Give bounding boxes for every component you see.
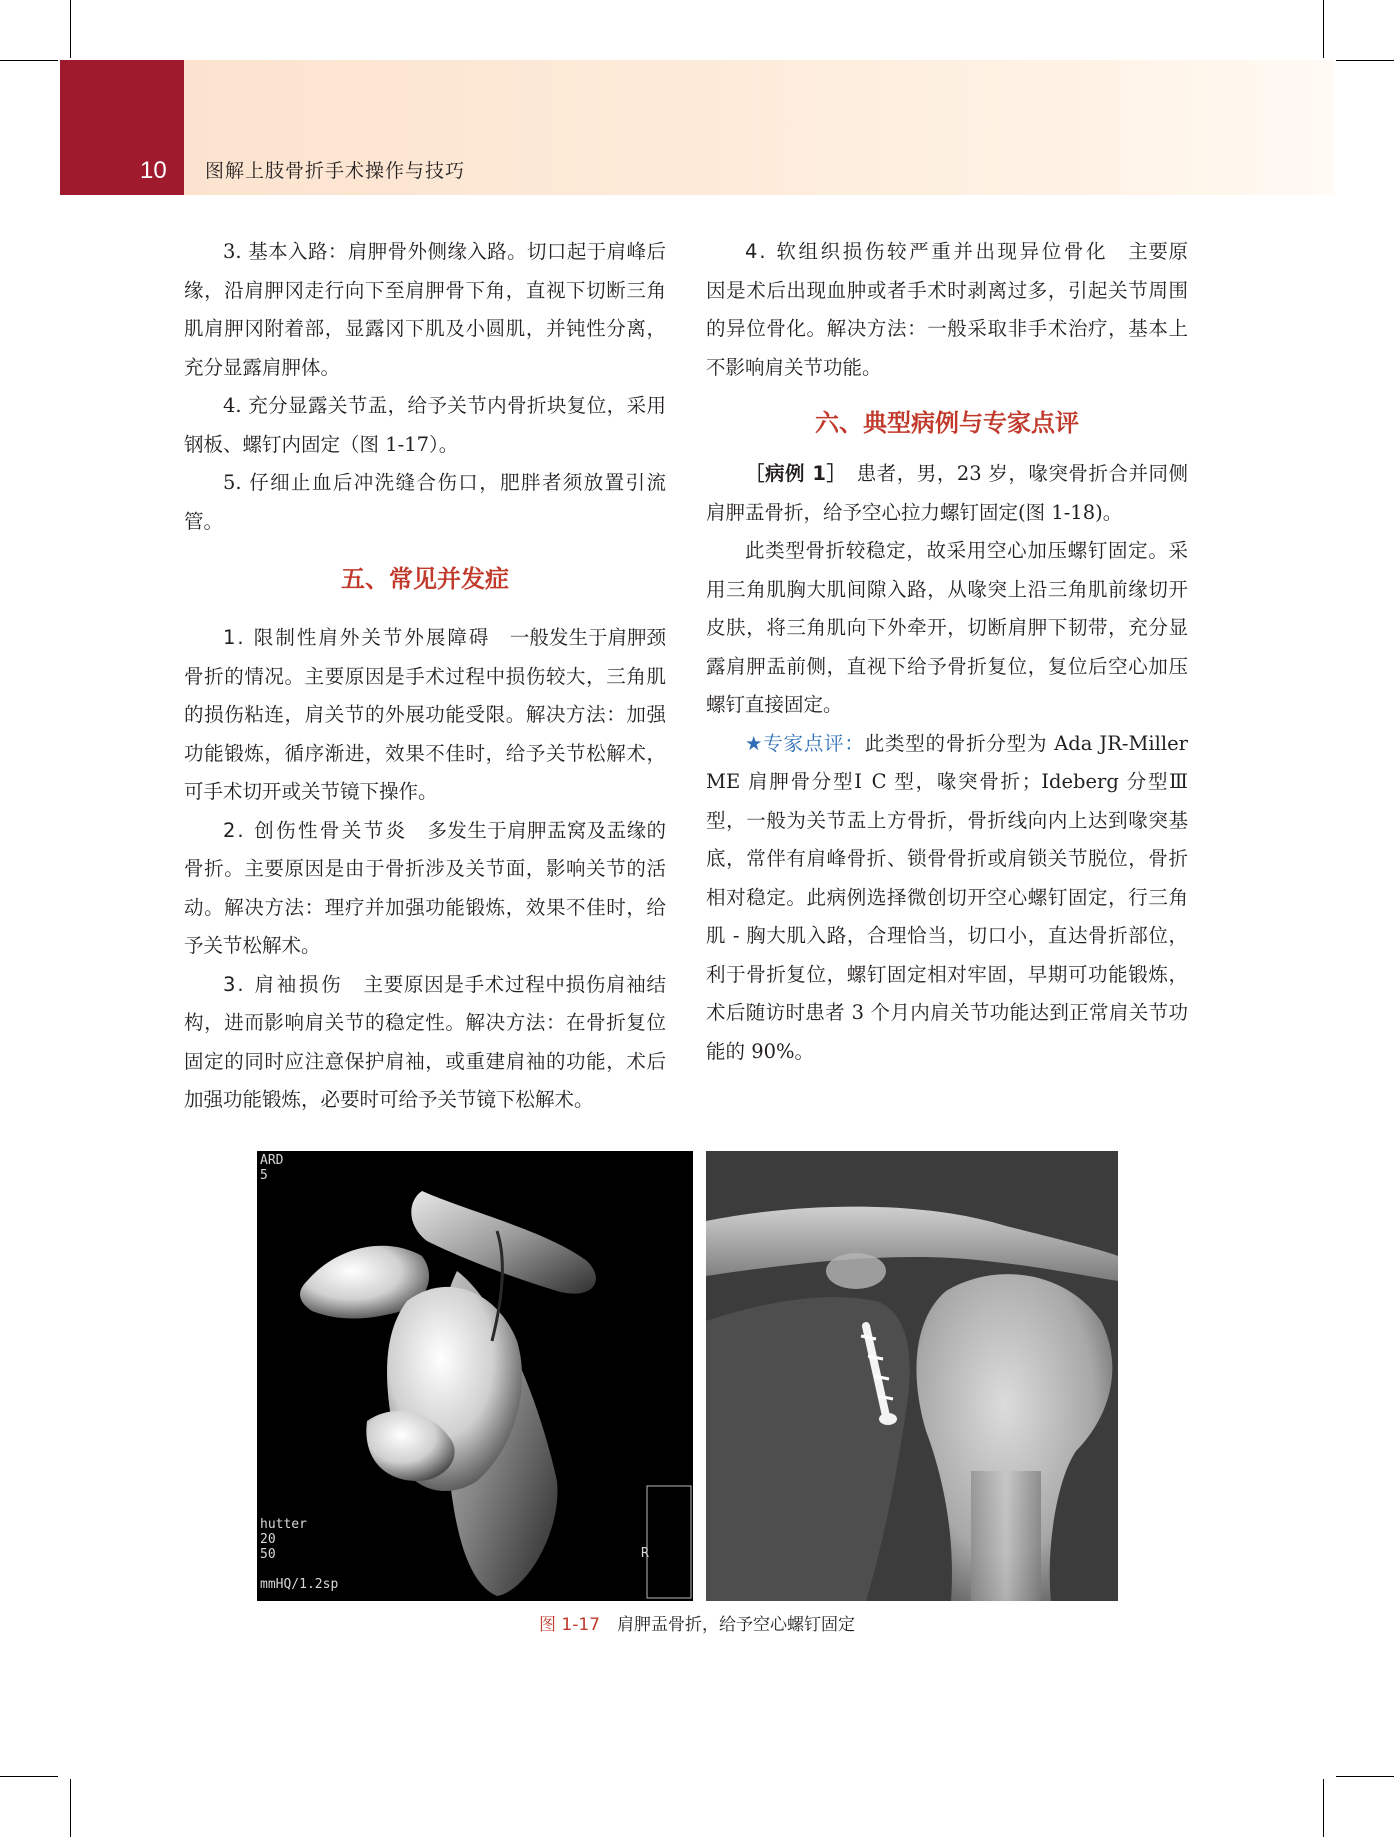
expert-text: 此类型的骨折分型为 Ada JR-Miller ME 肩胛骨分型Ⅰ C 型，喙突骨折；Ideberg 分型Ⅲ型，一般为关节盂上方骨折，骨折线向内上达到喙突基底，常伴有肩峰骨折、锁骨骨折或肩锁关节脱位，骨折相对稳定。此病例选择微创切开空心螺钉固定，行三角肌 - 胸大肌入路，合理恰当，切口小，直达骨折部位，利于骨折复位，螺钉固定相对牢固，早期可功能锻炼，术后随访时患者 3 个月内肩关节功能达到正常肩关节功能的 90%。 xyxy=(706,731,1189,1063)
item-lead: 3. 肩袖损伤 xyxy=(223,972,344,996)
paragraph: 3. 基本入路：肩胛骨外侧缘入路。切口起于肩峰后缘，沿肩胛冈走行向下至肩胛骨下角，直视下切断三角肌肩胛冈附着部，显露冈下肌及小圆肌，并钝性分离，充分显露肩胛体。 xyxy=(184,240,666,379)
xray-image xyxy=(706,1151,1118,1601)
left-column xyxy=(184,233,666,1120)
crop-mark xyxy=(70,0,71,58)
paragraph xyxy=(706,233,1188,387)
item-lead: 2. 创伤性骨关节炎 xyxy=(223,818,408,842)
item-text: 主要原因是术后出现血肿或者手术时剥离过多，引起关节周围的异位骨化。解决方法：一般采取非手术治疗，基本上不影响肩关节功能。 xyxy=(706,240,1188,379)
ct-overlay-bottom: hutter 20 50 mmHQ/1.2sp xyxy=(260,1517,339,1592)
crop-mark xyxy=(70,1779,71,1837)
crop-mark xyxy=(1336,1776,1394,1777)
paragraph xyxy=(184,966,666,1120)
crop-mark xyxy=(0,60,58,61)
ct-overlay-side: R xyxy=(641,1546,649,1561)
paragraph xyxy=(706,725,1188,1072)
item-lead: 4. 软组织损伤较严重并出现异位骨化 xyxy=(745,240,1109,263)
item-text: 主要原因是手术过程中损伤肩袖结构，进而影响肩关节的稳定性。解决方法：在骨折复位固定的同时应注意保护肩袖，或重建肩袖的功能，术后加强功能锻炼，必要时可给予关节镜下松解术。 xyxy=(184,972,666,1111)
figure-caption xyxy=(0,1613,1394,1637)
ct-reconstruction-image xyxy=(257,1151,693,1601)
paragraph: 4. 充分显露关节盂，给予关节内骨折块复位，采用钢板、螺钉内固定（图 1-17）。 xyxy=(184,394,666,456)
ct-overlay-top: ARD 5 xyxy=(260,1153,284,1183)
page-number: 10 xyxy=(140,157,167,184)
book-title: 图解上肢骨折手术操作与技巧 xyxy=(205,160,466,182)
paragraph xyxy=(184,812,666,966)
section-title: 六、典型病例与专家点评 xyxy=(815,408,1079,437)
xray-shoulder-illustration xyxy=(706,1151,1118,1601)
case-label: ［病例 1］ xyxy=(745,462,837,485)
right-column xyxy=(706,233,1188,1071)
case-text: 患者，男，23 岁，喙突骨折合并同侧肩胛盂骨折，给予空心拉力螺钉固定(图 1-18)。 xyxy=(706,462,1189,524)
paragraph: 5. 仔细止血后冲洗缝合伤口，肥胖者须放置引流管。 xyxy=(184,471,666,533)
paragraph: 此类型骨折较稳定，故采用空心加压螺钉固定。采用三角肌胸大肌间隙入路，从喙突上沿三角肌前缘切开皮肤，将三角肌向下外牵开，切断肩胛下韧带，充分显露肩胛盂前侧，直视下给予骨折复位，复位后空心加压螺钉直接固定。 xyxy=(706,539,1188,716)
section-title: 五、常见并发症 xyxy=(341,564,509,593)
crop-mark xyxy=(1323,0,1324,58)
crop-mark xyxy=(1336,60,1394,61)
item-text: 一般发生于肩胛颈骨折的情况。主要原因是手术过程中损伤较大，三角肌的损伤粘连，肩关节的外展功能受限。解决方法：加强功能锻炼，循序渐进，效果不佳时，给予关节松解术，可手术切开或关节镜下操作。 xyxy=(184,626,666,803)
item-lead: 1. 限制性肩外关节外展障碍 xyxy=(223,626,491,649)
caption-text: 肩胛盂骨折，给予空心螺钉固定 xyxy=(617,1615,855,1635)
crop-mark xyxy=(1323,1779,1324,1837)
expert-label: ★专家点评： xyxy=(745,731,865,755)
crop-mark xyxy=(0,1776,58,1777)
item-text: 多发生于肩胛盂窝及盂缘的骨折。主要原因是由于骨折涉及关节面，影响关节的活动。解决方法：理疗并加强功能锻炼，效果不佳时，给予关节松解术。 xyxy=(184,818,666,957)
paragraph xyxy=(184,619,666,812)
caption-figure-number: 图 1-17 xyxy=(539,1615,600,1635)
paragraph xyxy=(706,455,1188,532)
